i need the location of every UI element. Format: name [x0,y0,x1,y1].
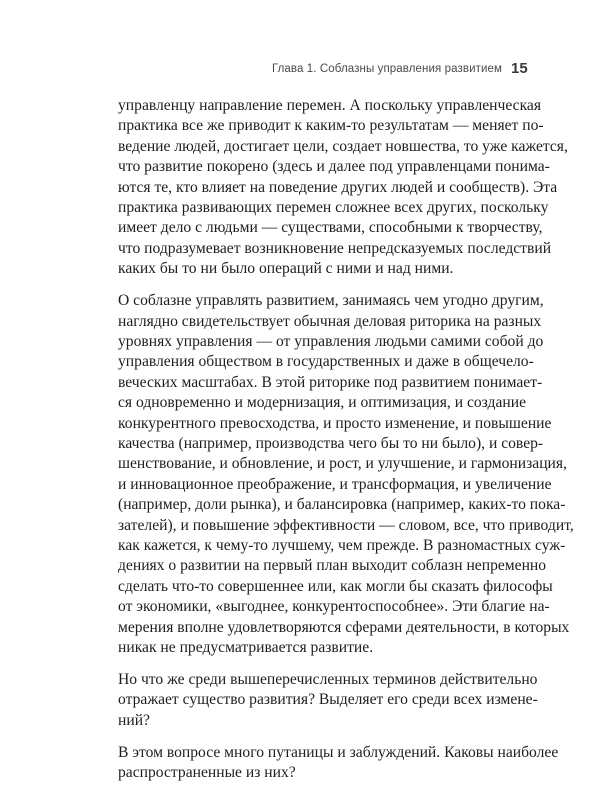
text-line: уровнях управления — от управления людьми самими собой до [118,332,544,350]
text-line: распространенные из них? [118,764,296,782]
text-line: и инновационное преображение, и трансформация, и увеличение [118,475,552,493]
text-line: как кажется, к чему-то лучшему, чем прежде. В разномастных суж- [118,537,566,555]
text-line: шенствование, и обновление, и рост, и улучшение, и гармонизация, [118,455,567,473]
text-line: что подразумевает возникновение непредсказуемых последствий [118,239,552,257]
text-line: практика все же приводит к каким-то результатам — меняет по- [118,117,544,135]
paragraph-2 [118,291,574,658]
text-line: ний? [118,711,150,729]
text-line: сделать что-то совершеннее или, как могли бы сказать философы [118,577,553,595]
text-line: никак не предусматривается развитие. [118,639,374,657]
text-line: конкурентного превосходства, и просто изменение, и повышение [118,414,552,432]
text-line: наглядно свидетельствует обычная деловая риторика на разных [118,312,542,330]
text-line: (например, доли рынка), и балансировка (например, каких-то пока- [118,496,566,514]
text-line: от экономики, «выгоднее, конкурентоспособнее». Эти благие на- [118,598,550,616]
text-line: дениях о развитии на первый план выходит соблазн непременно [118,557,547,575]
paragraph-3 [118,670,538,731]
text-line: ются те, кто влияет на поведение других людей и сообществ). Эта [118,178,558,196]
text-line: зателей), и повышение эффективности — словом, все, что приводит, [118,516,574,534]
text-line: имеет дело с людьми — существами, способными к творчеству, [118,219,543,237]
text-line: что развитие покорено (здесь и далее под управленцами понима- [118,158,550,176]
text-line: отражает существо развития? Выделяет его среди всех измене- [118,691,538,709]
text-line: ся одновременно и модернизация, и оптимизация, и создание [118,394,527,412]
text-line: веческих масштабах. В этой риторике под развитием понимает- [118,373,543,391]
text-line: каких бы то ни было операций с ними и над ними. [118,260,454,278]
text-line: мерения вполне удовлетворяются сферами деятельности, в которых [118,618,570,636]
text-line: практика развивающих перемен сложнее всех других, поскольку [118,199,549,217]
body-text [118,96,574,795]
page-number: 15 [511,60,528,77]
text-line: качества (например, производства чего бы то ни было), и совер- [118,435,544,452]
text-line: О соблазне управлять развитием, занимаясь чем угодно другим, [118,292,544,310]
text-line: В этом вопросе много путаницы и заблуждений. Каковы наиболее [118,743,559,761]
text-line: управления обществом в государственных и даже в общечело- [118,353,534,371]
paragraph-1 [118,96,568,280]
text-line: ведение людей, достигает цели, создает новшества, то уже кажется, [118,137,568,155]
text-line: Но что же среди вышеперечисленных терминов действительно [118,670,538,688]
paragraph-4 [118,743,559,784]
text-line: управленцу направление перемен. А поскольку управленческая [118,97,542,114]
running-header-title: Глава 1. Соблазны управления развитием [271,63,502,75]
